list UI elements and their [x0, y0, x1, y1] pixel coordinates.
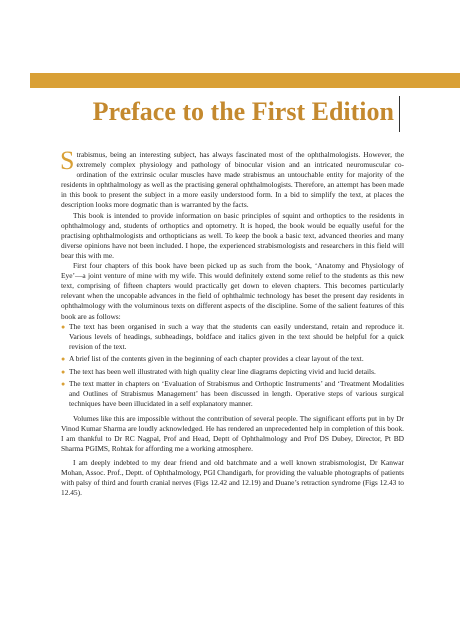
list-item-text: The text has been organised in such a way that the students can easily understand, retain and reproduce it. Various levels of headings, subheadings, boldface and italics given in the text should be helpful for a quick revision of the text.	[69, 321, 404, 351]
title-block	[30, 92, 460, 136]
list-item-text: The text matter in chapters on ‘Evaluation of Strabismus and Orthoptic Instruments’ and ‘Treatment Modalities and Outlines of Strabismus Management’ has been discussed in length. Operative steps of various surgical techniques have been illucidated in a self explanatory manner.	[69, 379, 404, 409]
bullet-icon: ●	[61, 380, 66, 389]
bullet-icon: ●	[61, 322, 66, 331]
paragraph-5: I am deeply indebted to my dear friend and old batchmate and a well known strabismologist, Dr Kanwar Mohan, Assoc. Prof., Deptt. of Ophthalmology, PGI Chandigarh, for providing the valuable photographs of patients with palsy of third and fourth cranial nerves (Figs 12.42 and 12.19) and Duane’s retraction syndrome (Figs 12.43 to 12.45).	[61, 457, 404, 498]
title-vertical-rule	[399, 96, 401, 132]
page-title: Preface to the First Edition	[92, 97, 394, 126]
bullet-icon: ●	[61, 355, 66, 364]
list-item	[61, 322, 404, 352]
paragraph-4: Volumes like this are impossible without the contribution of several people. The significant efforts put in by Dr Vinod Kumar Sharma are loudly acknowledged. He has rendered an unprecedented help in completion of this book. I am thankful to Dr RC Nagpal, Prof and Head, Deptt of Ophthalmology and Prof DS Dubey, Director, Pt BD Sharma PGIMS, Rohtak for affording me a working atmosphere.	[61, 413, 404, 453]
list-item	[61, 367, 404, 377]
preface-body	[60, 146, 404, 498]
bullet-icon: ●	[61, 367, 66, 376]
features-list	[61, 322, 404, 410]
list-item	[61, 379, 404, 409]
paragraph-2: This book is intended to provide information on basic principles of squint and orthoptics to the residents in ophthalmology and, students of orthoptics and optometry. It is hoped, the book would be equally useful for the practising ophthalmologists and orthopticians as well. To keep the book a basic text, advanced theories and many diverse opinions have not been included. I hope, the experienced strabismologists and researchers in this field will bear this with me.	[61, 210, 404, 260]
paragraph-1	[60, 146, 404, 211]
paragraph-3: First four chapters of this book have been picked up as such from the book, ‘Anatomy and Physiology of Eye’—a joint venture of mine with my wife. This would definitely extend some relief to the students as this new text, comprising of fifteen chapters would practically get down to eleven chapters. This becomes particularly relevant when the uncopable advances in the field of ophthalmic technology has beset the present day residents in ophthalmology with the voluminous texts on different aspects of the discipline. Some of the salient features of this book are as follows:	[61, 261, 404, 321]
drop-cap: S	[60, 146, 75, 175]
list-item-text: A brief list of the contents given in the beginning of each chapter provides a clear layout of the text.	[69, 354, 364, 364]
header-accent-bar	[30, 73, 460, 88]
paragraph-1-text: trabismus, being an interesting subject, has always fascinated most of the ophthalmologists. However, the extremely complex physiology and pathology of binocular vision and an intricated neuromuscular co-ordination of the extrinsic ocular muscles have made strabismus an untouchable entity for majority of the residents in ophthalmology as well as the practising general ophthalmologists. Therefore, an attempt has been made in this book to present the subject in a more easily understood form. In a bid to simplify the text, at places the description looks more dogmatic than is warranted by the facts.	[61, 150, 404, 210]
list-item	[61, 354, 404, 364]
list-item-text: The text has been well illustrated with high quality clear line diagrams depicting vivid and lucid details.	[69, 366, 376, 376]
